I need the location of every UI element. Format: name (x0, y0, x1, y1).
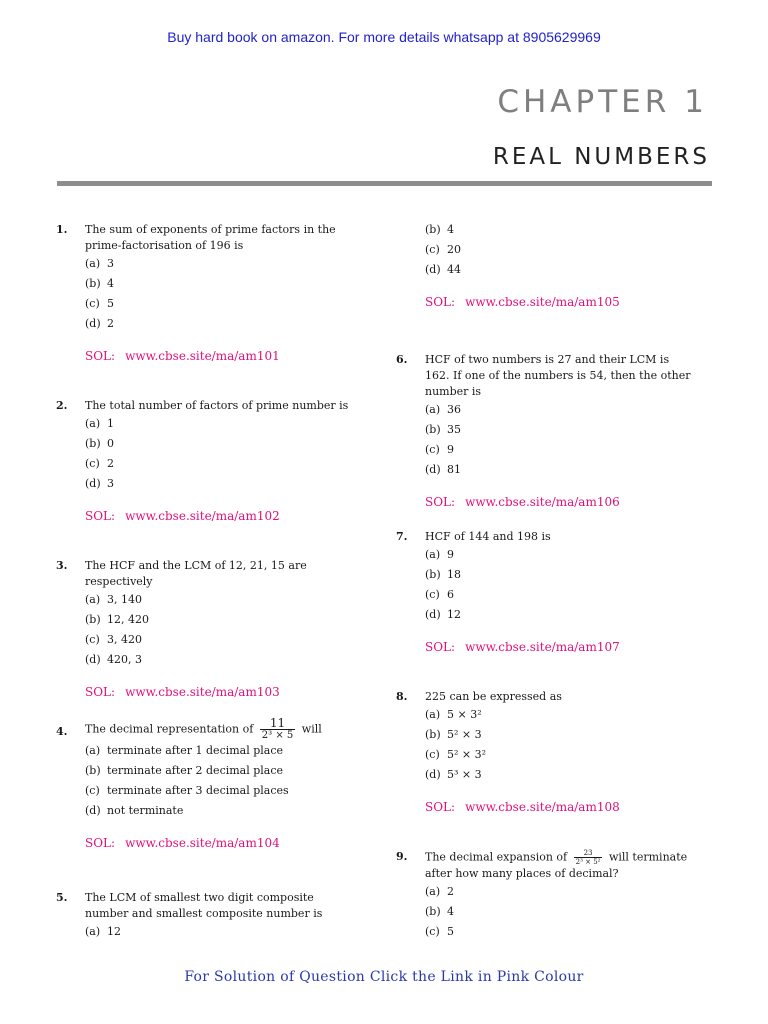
option-b: (b) terminate after 2 decimal place (85, 764, 284, 777)
question-2 (56, 398, 356, 524)
chapter-title: REAL NUMBERS (492, 144, 710, 170)
solution-link[interactable]: SOL: www.cbse.site/ma/am107 (425, 640, 620, 654)
question-number: 4. (56, 725, 68, 738)
option-b: (b) 4 (425, 905, 454, 918)
question-8 (396, 689, 696, 815)
fraction: $\frac{11}{\text{2³ × 5}}$ (261, 716, 294, 741)
option-d: (d) 2 (85, 317, 114, 330)
option-a: (a) 36 (425, 403, 461, 416)
option-b: (b) 35 (425, 423, 461, 436)
question-number: 3. (56, 559, 68, 572)
option-b: (b) 5² × 3 (425, 728, 482, 741)
chapter-heading (497, 84, 708, 120)
option-c: (c) terminate after 3 decimal places (85, 784, 289, 797)
option-d: (d) 44 (425, 263, 461, 276)
question-number: 5. (56, 891, 68, 904)
fraction: $\frac{23}{\text{2³ × 5²}}$ (575, 849, 601, 866)
footer-note: For Solution of Question Click the Link in Pink Colour (184, 969, 584, 985)
option-c: (c) 5 (425, 925, 454, 938)
question-text: 225 can be expressed as (425, 690, 562, 703)
question-text: The total number of factors of prime number is (85, 399, 349, 412)
option-a: (a) 9 (425, 548, 454, 561)
option-d: (d) 3 (85, 477, 114, 490)
solution-link[interactable]: SOL: www.cbse.site/ma/am105 (425, 295, 620, 309)
top-banner: Buy hard book on amazon. For more details whatsapp at 8905629969 (167, 29, 601, 45)
solution-link[interactable]: SOL: www.cbse.site/ma/am103 (85, 685, 280, 699)
solution-link[interactable]: SOL: www.cbse.site/ma/am104 (85, 836, 280, 850)
question-text: The decimal representation of $\frac{11}{\text{2³ × 5}}$ will (85, 716, 322, 741)
option-a: (a) 2 (425, 885, 454, 898)
option-d: (d) 12 (425, 608, 461, 621)
option-d: (d) not terminate (85, 804, 184, 817)
option-c: (c) 2 (85, 457, 114, 470)
question-number: 8. (396, 690, 408, 703)
option-c: (c) 3, 420 (85, 633, 142, 646)
option-c: (c) 6 (425, 588, 454, 601)
option-a: (a) 1 (85, 417, 114, 430)
option-c: (c) 5² × 3² (425, 748, 487, 761)
option-c: (c) 5 (85, 297, 114, 310)
question-number: 6. (396, 353, 408, 366)
solution-link[interactable]: SOL: www.cbse.site/ma/am108 (425, 800, 620, 814)
question-number: 2. (56, 399, 68, 412)
option-a: (a) 3, 140 (85, 593, 142, 606)
question-text: The decimal expansion of $\frac{23}{\text{2³ × 5²}}$ will terminate after how many places of decimal? (425, 849, 688, 880)
option-d: (d) 81 (425, 463, 461, 476)
question-9 (396, 849, 696, 942)
option-a: (a) terminate after 1 decimal place (85, 744, 284, 757)
option-d: (d) 420, 3 (85, 653, 142, 666)
question-5 (56, 890, 356, 942)
question-6 (396, 352, 696, 510)
question-1 (56, 222, 356, 364)
question-text: The sum of exponents of prime factors in the prime-factorisation of 196 is (85, 223, 336, 252)
question-7 (396, 529, 696, 655)
chapter-label: CHAPTER (497, 84, 671, 120)
option-a: (a) 3 (85, 257, 114, 270)
solution-link[interactable]: SOL: www.cbse.site/ma/am106 (425, 495, 620, 509)
question-text: The HCF and the LCM of 12, 21, 15 are respectively (85, 559, 307, 588)
question-4 (56, 718, 356, 851)
question-5-continued (396, 220, 696, 310)
question-text: HCF of 144 and 198 is (425, 530, 551, 543)
option-c: (c) 20 (425, 243, 461, 256)
option-d: (d) 5³ × 3 (425, 768, 482, 781)
question-number: 1. (56, 223, 68, 236)
question-number: 9. (396, 850, 408, 863)
option-c: (c) 9 (425, 443, 454, 456)
option-a: (a) 12 (85, 925, 121, 938)
option-a: (a) 5 × 3² (425, 708, 482, 721)
title-divider (57, 181, 712, 186)
option-b: (b) 18 (425, 568, 461, 581)
option-b: (b) 0 (85, 437, 114, 450)
solution-link[interactable]: SOL: www.cbse.site/ma/am102 (85, 509, 280, 523)
chapter-number: 1 (684, 84, 708, 120)
question-text: HCF of two numbers is 27 and their LCM is 162. If one of the numbers is 54, then the other number is (425, 353, 691, 398)
question-number: 7. (396, 530, 408, 543)
option-b: (b) 4 (425, 223, 454, 236)
option-b: (b) 4 (85, 277, 114, 290)
question-3 (56, 558, 356, 700)
question-text: The LCM of smallest two digit composite number and smallest composite number is (85, 891, 323, 920)
option-b: (b) 12, 420 (85, 613, 149, 626)
solution-link[interactable]: SOL: www.cbse.site/ma/am101 (85, 349, 280, 363)
